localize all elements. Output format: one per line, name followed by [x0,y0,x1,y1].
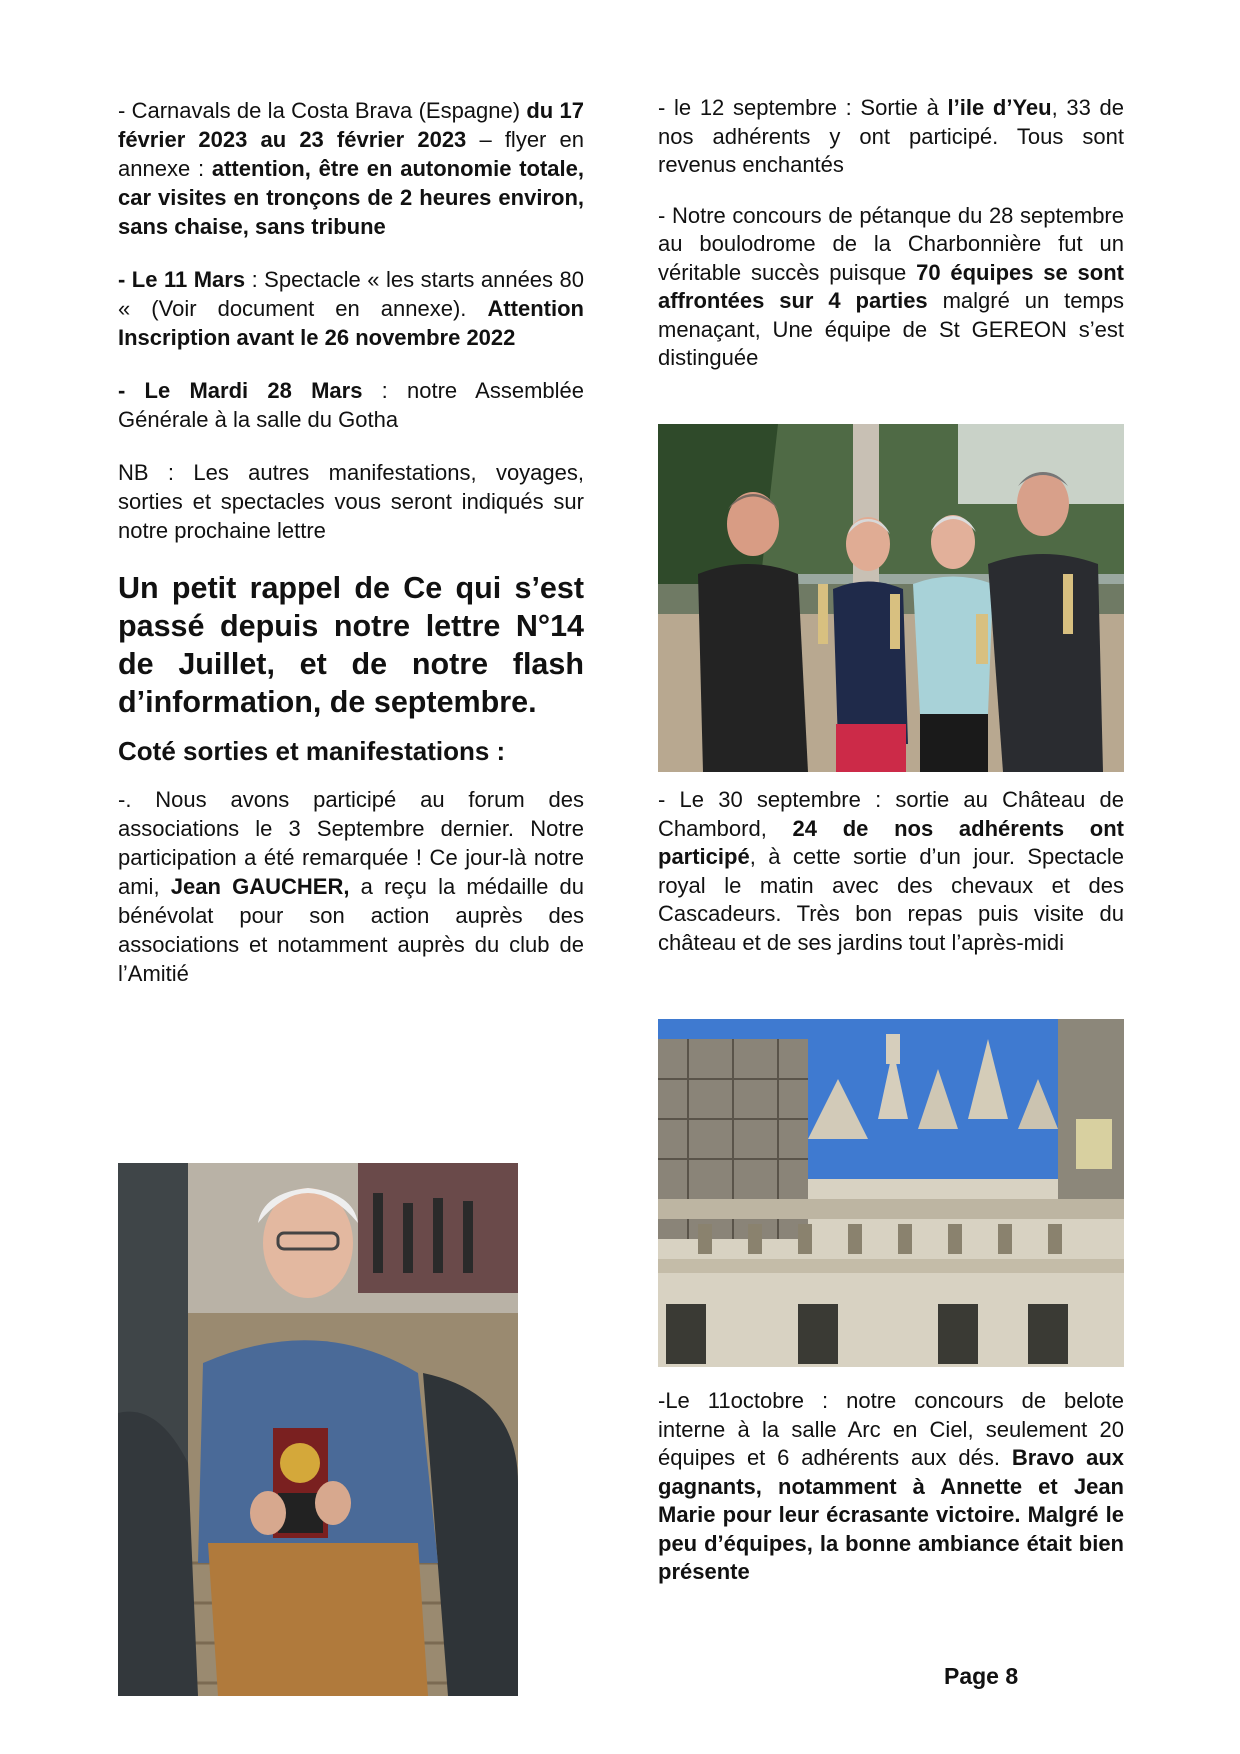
section-title: Un petit rappel de Ce qui s’est passé depuis notre lettre N°14 de Juillet, et de notre flash d’information, de septembre. [118,571,584,719]
ile-yeu-paragraph [658,94,1124,180]
page-number: Page 8 [944,1663,1019,1689]
belote-congrats: Bravo aux gagnants, notamment à Annette et Jean Marie pour leur écrasante victoire. Malgré le peu d’équipes, la bonne ambiance était bien présente [658,1445,1124,1584]
text: -. Nous avons participé au forum des associations le 3 Septembre dernier. Notre participation a été remarquée ! Ce jour-là notre ami, [118,787,584,899]
petanque-paragraph [658,202,1124,373]
petanque-photo [658,424,1124,772]
belote-paragraph [658,1387,1124,1587]
nb-paragraph: NB : Les autres manifestations, voyages, sorties et spectacles vous seront indiqués sur notre prochaine lettre [118,460,584,543]
destination: l’ile d’Yeu [947,95,1052,120]
text: - Notre concours de pétanque du 28 septembre au boulodrome de la Charbonnière fut un véritable succès puisque [658,202,1124,285]
assemblee-date: - Le Mardi 28 Mars [118,378,363,403]
left-column [118,96,584,1012]
carnaval-warning: attention, être en autonomie totale, car visites en tronçons de 2 heures environ, sans chaise, sans tribune [118,156,585,239]
text: : notre Assemblée Générale à la salle du Gotha [118,378,585,432]
assemblee-paragraph [118,376,584,434]
spectacle-date: - Le 11 Mars [118,267,246,292]
medal-photo [118,1163,518,1696]
chambord-photo-image [658,1019,1124,1367]
person-name: Jean GAUCHER, [170,874,350,899]
carnaval-paragraph [118,96,584,241]
chambord-photo [658,1019,1124,1367]
text: malgré un temps menaçant, Une équipe de St GEREON s’est distinguée [658,288,1124,370]
text: - Le 30 septembre : sortie au Château de Chambord, [658,787,1124,841]
text: , à cette sortie d’un jour. Spectacle royal le matin avec des chevaux et des Cascadeurs. Très bon repas puis visite du château et de ses jardins tout l’après-midi [658,844,1124,955]
medal-photo-image [118,1163,518,1696]
text: - le 12 septembre : Sortie à [658,95,948,120]
petanque-result: 70 équipes se sont affrontées sur 4 parties [658,259,1124,313]
text: , 33 de nos adhérents y ont participé. Tous sont revenus enchantés [658,95,1125,177]
text: – flyer en annexe : [118,127,585,181]
spectacle-paragraph [118,265,584,352]
text: - Carnavals de la Costa Brava (Espagne) [118,98,527,123]
petanque-photo-image [658,424,1124,772]
chambord-paragraph [658,786,1124,957]
forum-paragraph [118,785,584,988]
text: : Spectacle « les starts années 80 « (Voir document en annexe). [118,267,584,321]
chambord-participants: 24 de nos adhérents ont participé [658,815,1124,869]
text: -Le 11octobre : notre concours de belote interne à la salle Arc en Ciel, seulement 20 équipes et 6 adhérents aux dés. [658,1388,1124,1470]
right-column [658,94,1125,1584]
carnaval-dates: du 17 février 2023 au 23 février 2023 [118,98,584,152]
text: a reçu la médaille du bénévolat pour son action auprès des associations et notamment auprès du club de l’Amitié [118,874,584,986]
subsection-title: Coté sorties et manifestations : [118,736,506,766]
spectacle-deadline: Attention Inscription avant le 26 novembre 2022 [118,296,584,350]
